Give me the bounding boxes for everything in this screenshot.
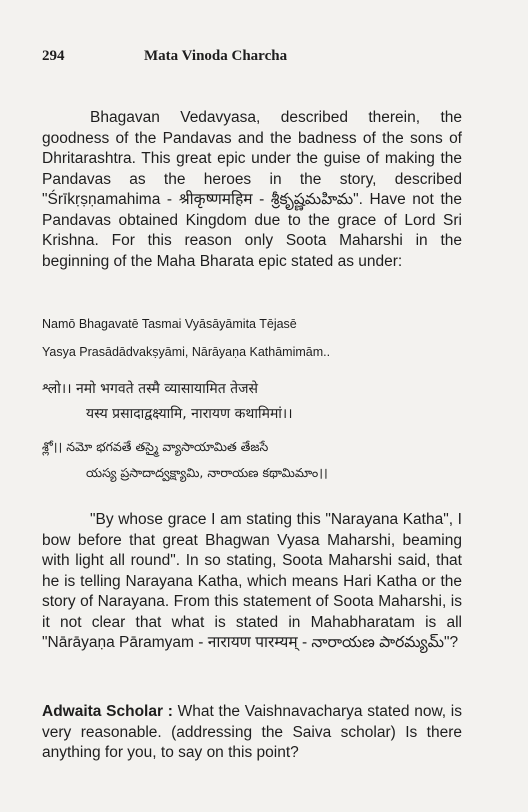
telugu-verse-line-2: యస్య ప్రసాదాద్వక్ష్యామి, నారాయణ కథామిమాం।। xyxy=(86,465,328,480)
paragraph-text: Bhagavan Vedavyasa, described therein, the goodness of the Pandavas and the badness of the sons of Dhritarashtra. This great epic under the guise of making the Pandavas as the heroes in the story, described "Śrīkṛṣṇamahima - श्रीकृष्णमहिम - శ్రీకృష్ణమహిమ". Have not the Pandavas obtained Kingdom due to the grace of Lord Sri Krishna. For this reason only Soota Maharshi in the beginning of the Maha Bharata epic stated as under: xyxy=(42,109,462,270)
telugu-verse-line-1: శ్లో।। నమో భగవతే తస్మై వ్యాసాయామిత తేజసే xyxy=(42,439,269,454)
transliteration-line-2: Yasya Prasādādvakṣyāmi, Nārāyaṇa Kathāmimām.. xyxy=(42,345,331,359)
dialogue-paragraph xyxy=(42,702,462,764)
transliteration-line-1: Namō Bhagavatē Tasmai Vyāsāyāmita Tējasē xyxy=(42,317,297,331)
devanagari-verse-line-2: यस्य प्रसादाद्वक्ष्यामि, नारायण कथामिमां।। xyxy=(86,406,293,422)
dialogue-text: What the Vaishnavacharya stated now, is very reasonable. (addressing the Saiva scholar) Is there anything for you, to say on this point? xyxy=(42,703,462,761)
paragraph-vedavyasa xyxy=(42,108,462,272)
paragraph-adwaita-scholar xyxy=(42,702,462,764)
page-number: 294 xyxy=(42,48,65,64)
paragraph-text: "By whose grace I am stating this "Narayana Katha", I bow before that great Bhagwan Vyasa Maharshi, beaming with light all round". In so stating, Soota Maharshi said, that he is telling Narayana Katha, which means Hari Katha or the story of Narayana. From this statement of Soota Maharshi, is it not clear that what is stated in Mahabharatam is all "Nārāyaṇa Pāramyam - नारायण पारम्यम् - నారాయణ పారమ్యమ్"? xyxy=(42,511,462,651)
paragraph-narayana-katha xyxy=(42,510,462,654)
running-title: Mata Vinoda Charcha xyxy=(144,48,288,64)
devanagari-verse-line-1: श्लो।। नमो भगवते तस्मै व्यासायामित तेजसे xyxy=(42,381,258,397)
speaker-label: Adwaita Scholar : xyxy=(42,703,173,720)
